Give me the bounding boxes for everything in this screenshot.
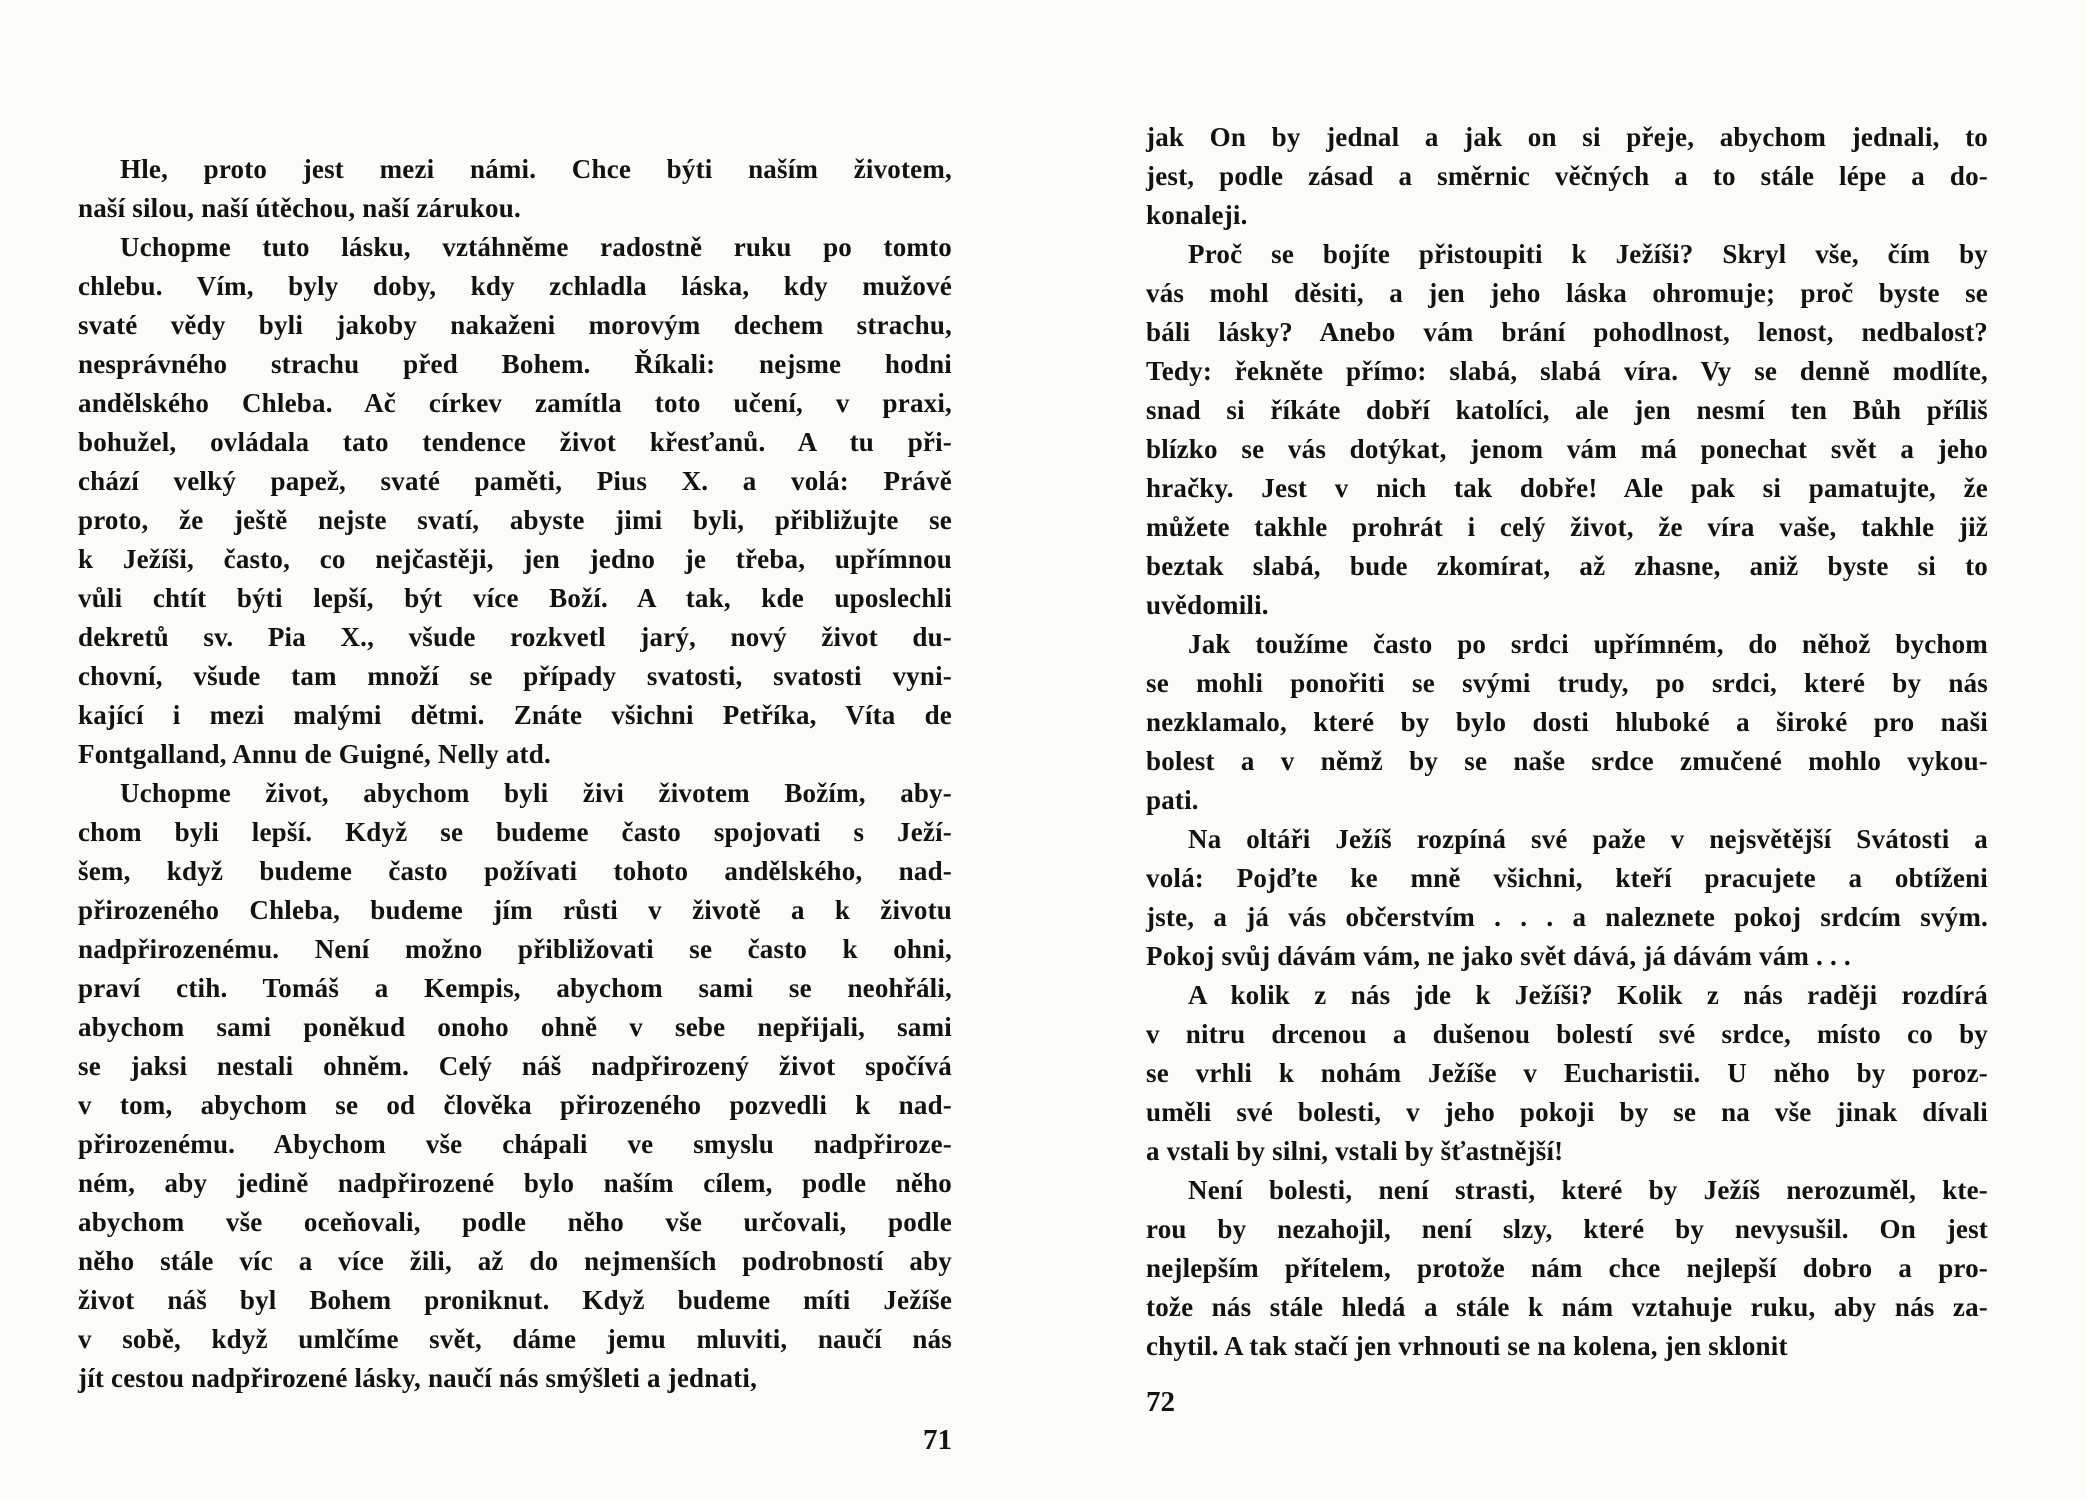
text-line: Hle, proto jest mezi námi. Chce býti naším životem,: [120, 154, 952, 184]
text-line: svaté vědy byli jakoby nakaženi morovým dechem strachu,: [78, 310, 952, 340]
text-line: abychom vše oceňovali, podle něho vše určovali, podle: [78, 1207, 952, 1237]
paragraph: [1146, 118, 1988, 235]
text-line: v nitru drcenou a dušenou bolestí své srdce, místo co by: [1146, 1019, 1988, 1049]
text-line: hračky. Jest v nich tak dobře! Ale pak si pamatujte, že: [1146, 473, 1988, 503]
paragraph: [78, 150, 952, 228]
text-line: Na oltáři Ježíš rozpíná své paže v nejsvětější Svátosti a: [1188, 824, 1988, 854]
paragraph: [1146, 625, 1988, 820]
text-line: šem, když budeme často požívati tohoto andělského, nad-: [78, 856, 952, 886]
text-line: Pokoj svůj dávám vám, ne jako svět dává, já dávám vám . . .: [1146, 941, 1851, 971]
text-line: v tom, abychom se od člověka přirozeného pozvedli k nad-: [78, 1090, 952, 1120]
text-line: blízko se vás dotýkat, jenom vám má ponechat svět a jeho: [1146, 434, 1988, 464]
paragraph: [1146, 976, 1988, 1171]
text-line: nesprávného strachu před Bohem. Říkali: nejsme hodni: [78, 349, 952, 379]
text-line: pati.: [1146, 785, 1199, 815]
paragraph: [1146, 235, 1988, 625]
paragraph: [1146, 1171, 1988, 1366]
text-line: dekretů sv. Pia X., všude rozkvetl jarý, nový život du-: [78, 622, 952, 652]
text-line: Uchopme život, abychom byli živi životem Božím, aby-: [120, 778, 952, 808]
text-line: báli lásky? Anebo vám brání pohodlnost, lenost, nedbalost?: [1146, 317, 1988, 347]
text-line: v sobě, když umlčíme svět, dáme jemu mluviti, naučí nás: [78, 1324, 952, 1354]
text-line: jít cestou nadpřirozené lásky, naučí nás smýšleti a jednati,: [78, 1363, 758, 1393]
text-line: jste, a já vás občerstvím . . . a naleznete pokoj srdcím svým.: [1146, 902, 1988, 932]
text-line: vás mohl děsiti, a jen jeho láska ohromuje; proč byste se: [1146, 278, 1988, 308]
text-line: abychom sami poněkud onoho ohně v sebe nepřijali, sami: [78, 1012, 952, 1042]
text-line: rou by nezahojil, není slzy, které by nevysušil. On jest: [1146, 1214, 1988, 1244]
text-line: A kolik z nás jde k Ježíši? Kolik z nás raději rozdírá: [1188, 980, 1988, 1010]
text-line: můžete takhle prohrát i celý život, že víra vaše, takhle již: [1146, 512, 1988, 542]
text-line: chází velký papež, svaté paměti, Pius X. a volá: Právě: [78, 466, 952, 496]
page-number-72: 72: [1146, 1386, 1175, 1418]
paragraph: [1146, 820, 1988, 976]
text-line: volá: Pojďte ke mně všichni, kteří pracujete a obtíženi: [1146, 863, 1988, 893]
text-line: andělského Chleba. Ač církev zamítla toto učení, v praxi,: [78, 388, 952, 418]
text-line: chovní, všude tam množí se případy svatosti, svatosti vyni-: [78, 661, 952, 691]
text-line: proto, že ještě nejste svatí, abyste jimi byli, přibližujte se: [78, 505, 952, 535]
text-line: život náš byl Bohem proniknut. Když budeme míti Ježíše: [78, 1285, 952, 1315]
text-line: a vstali by silni, vstali by šťastnější!: [1146, 1136, 1564, 1166]
text-line: se jaksi nestali ohněm. Celý náš nadpřirozený život spočívá: [78, 1051, 952, 1081]
text-line: Fontgalland, Annu de Guigné, Nelly atd.: [78, 739, 551, 769]
text-line: něho stále víc a více žili, až do nejmenších podrobností aby: [78, 1246, 952, 1276]
text-line: Uchopme tuto lásku, vztáhněme radostně ruku po tomto: [120, 232, 952, 262]
text-line: k Ježíši, často, co nejčastěji, jen jedno je třeba, upřímnou: [78, 544, 952, 574]
text-line: nezklamalo, které by bylo dosti hluboké a široké pro naši: [1146, 707, 1988, 737]
text-line: chlebu. Vím, byly doby, kdy zchladla láska, kdy mužové: [78, 271, 952, 301]
text-line: beztak slabá, bude zkomírat, až zhasne, aniž byste si to: [1146, 551, 1988, 581]
text-line: tože nás stále hledá a stále k nám vztahuje ruku, aby nás za-: [1146, 1292, 1988, 1322]
text-line: kající i mezi malými dětmi. Znáte všichni Petříka, Víta de: [78, 700, 952, 730]
text-line: ném, aby jedině nadpřirozené bylo naším cílem, podle něho: [78, 1168, 952, 1198]
text-line: jak On by jednal a jak on si přeje, abychom jednali, to: [1146, 122, 1988, 152]
text-line: snad si říkáte dobří katolíci, ale jen nesmí ten Bůh příliš: [1146, 395, 1988, 425]
text-line: jest, podle zásad a směrnic věčných a to stále lépe a do-: [1146, 161, 1988, 191]
text-line: Proč se bojíte přistoupiti k Ježíši? Skryl vše, čím by: [1188, 239, 1988, 269]
text-line: bohužel, ovládala tato tendence život křesťanů. A tu při-: [78, 427, 952, 457]
text-line: se mohli ponořiti se svými trudy, po srdci, které by nás: [1146, 668, 1988, 698]
text-line: praví ctih. Tomáš a Kempis, abychom sami se neohřáli,: [78, 973, 952, 1003]
text-line: se vrhli k nohám Ježíše v Eucharistii. U něho by poroz-: [1146, 1058, 1988, 1088]
page-72-text-block: [1146, 118, 1988, 1366]
text-line: chytil. A tak stačí jen vrhnouti se na kolena, jen sklonit: [1146, 1331, 1788, 1361]
text-line: Tedy: řekněte přímo: slabá, slabá víra. Vy se denně modlíte,: [1146, 356, 1988, 386]
text-line: vůli chtít býti lepší, být více Boží. A tak, kde uposlechli: [78, 583, 952, 613]
text-line: Jak toužíme často po srdci upřímném, do něhož bychom: [1188, 629, 1988, 659]
text-line: přirozeného Chleba, budeme jím růsti v životě a k životu: [78, 895, 952, 925]
paragraph: [78, 228, 952, 774]
page-number-71: 71: [923, 1424, 952, 1456]
paragraph: [78, 774, 952, 1398]
text-line: konaleji.: [1146, 200, 1248, 230]
text-line: bolest a v němž by se naše srdce zmučené mohlo vykou-: [1146, 746, 1988, 776]
text-line: naší silou, naší útěchou, naší zárukou.: [78, 193, 521, 223]
text-line: nadpřirozenému. Není možno přibližovati se často k ohni,: [78, 934, 952, 964]
text-line: chom byli lepší. Když se budeme často spojovati s Ježí-: [78, 817, 952, 847]
page-71-text-block: [78, 150, 952, 1398]
text-line: uvědomili.: [1146, 590, 1269, 620]
text-line: uměli své bolesti, v jeho pokoji by se na vše jinak dívali: [1146, 1097, 1988, 1127]
text-line: Není bolesti, není strasti, které by Ježíš nerozuměl, kte-: [1188, 1175, 1988, 1205]
text-line: přirozenému. Abychom vše chápali ve smyslu nadpřiroze-: [78, 1129, 952, 1159]
text-line: nejlepším přítelem, protože nám chce nejlepší dobro a pro-: [1146, 1253, 1988, 1283]
